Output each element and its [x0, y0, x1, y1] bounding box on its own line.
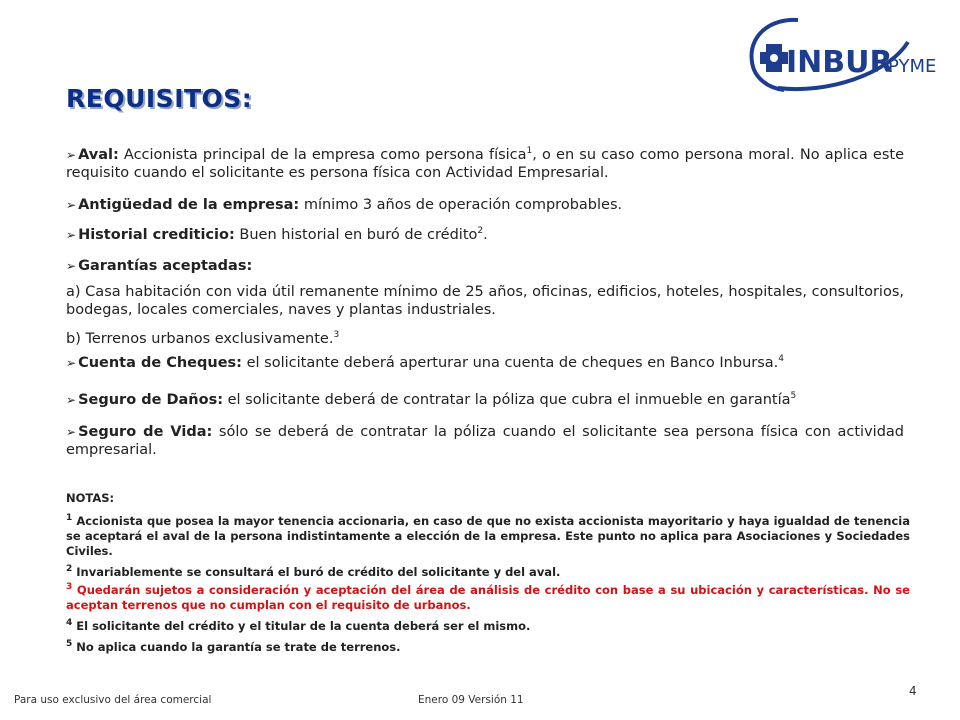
note-2: [66, 565, 910, 580]
historial-end: .: [483, 227, 488, 243]
arrow-bullet-icon: ➢: [66, 148, 77, 162]
page-title: REQUISITOS:: [66, 84, 253, 113]
page-number: 4: [909, 684, 917, 698]
antiguedad-label: Antigüedad de la empresa:: [78, 197, 300, 213]
note-5-num: 5: [66, 639, 73, 650]
footer-center: Enero 09 Versión 11: [418, 694, 524, 706]
antiguedad-text: mínimo 3 años de operación comprobables.: [299, 197, 623, 213]
note-4-num: 4: [66, 618, 73, 629]
note-1-text: Accionista que posea la mayor tenencia accionaria, en caso de que no exista accionista mayoritario y haya igualdad de tenencia se aceptará el aval de la persona indistintamente a elección de la empresa. Este punto no aplica para Asociaciones y Sociedades Civiles.: [66, 514, 910, 558]
aval-sup: 1: [526, 146, 533, 157]
vida-text: sólo se deberá de contratar la póliza cuando el solicitante sea persona física con actividad empresarial.: [66, 424, 904, 458]
danos-text: el solicitante deberá de contratar la póliza que cubra el inmueble en garantía: [223, 392, 791, 408]
note-5-text: No aplica cuando la garantía se trate de terrenos.: [72, 640, 401, 654]
req-cheques: [66, 354, 784, 372]
arrow-bullet-icon: ➢: [66, 198, 77, 212]
note-3-text: Quedarán sujetos a consideración y aceptación del área de análisis de crédito con base a su ubicación y características. No se aceptan terrenos que no cumplan con el requisito de urbanos.: [66, 583, 910, 612]
note-3-num: 3: [66, 582, 73, 593]
req-garantias: [66, 257, 252, 275]
note-3: [66, 583, 910, 613]
req-aval: [66, 146, 904, 182]
note-1-num: 1: [66, 513, 73, 524]
note-1: [66, 514, 910, 559]
garantias-label: Garantías aceptadas:: [78, 258, 253, 274]
logo-sub: PYME: [888, 56, 937, 77]
vida-label: Seguro de Vida:: [78, 424, 213, 440]
req-historial: [66, 226, 488, 244]
arrow-bullet-icon: ➢: [66, 259, 77, 273]
logo-brand: INBUR: [786, 45, 893, 80]
arrow-bullet-icon: ➢: [66, 228, 77, 242]
req-danos: [66, 391, 796, 409]
aval-text: Accionista principal de la empresa como persona física: [118, 147, 527, 163]
req-vida: [66, 423, 904, 459]
req-antiguedad: [66, 196, 622, 214]
historial-text: Buen historial en buró de crédito: [234, 227, 478, 243]
note-4: [66, 619, 910, 634]
arrow-bullet-icon: ➢: [66, 356, 77, 370]
note-2-text: Invariablemente se consultará el buró de crédito del solicitante y del aval.: [72, 565, 561, 579]
notes-heading: NOTAS:: [66, 491, 115, 505]
note-2-num: 2: [66, 564, 73, 575]
garantias-b: [66, 330, 339, 348]
garantias-b-sup: 3: [333, 330, 340, 341]
logo-graphic: [738, 14, 950, 94]
historial-label: Historial crediticio:: [78, 227, 235, 243]
arrow-bullet-icon: ➢: [66, 393, 77, 407]
historial-sup: 2: [477, 226, 484, 237]
note-5: [66, 640, 910, 655]
cheques-label: Cuenta de Cheques:: [78, 355, 242, 371]
arrow-bullet-icon: ➢: [66, 425, 77, 439]
aval-label: Aval:: [78, 147, 119, 163]
cheques-text: el solicitante deberá aperturar una cuenta de cheques en Banco Inbursa.: [241, 355, 779, 371]
footer-left: Para uso exclusivo del área comercial: [14, 694, 212, 706]
garantias-b-text: b) Terrenos urbanos exclusivamente.: [66, 331, 334, 347]
note-4-text: El solicitante del crédito y el titular de la cuenta deberá ser el mismo.: [72, 619, 531, 633]
cheques-sup: 4: [778, 354, 785, 365]
notes-section: [66, 491, 910, 655]
aval-text-cont: , o en su caso como persona moral. No aplica este requisito cuando el solicitante es persona física con Actividad Empresarial.: [66, 147, 904, 181]
danos-sup: 5: [790, 391, 797, 402]
garantias-a: a) Casa habitación con vida útil remanente mínimo de 25 años, oficinas, edificios, hoteles, hospitales, consultorios, bodegas, locales comerciales, naves y plantas industriales.: [66, 284, 904, 318]
inburpyme-logo: [738, 14, 950, 94]
danos-label: Seguro de Daños:: [78, 392, 223, 408]
